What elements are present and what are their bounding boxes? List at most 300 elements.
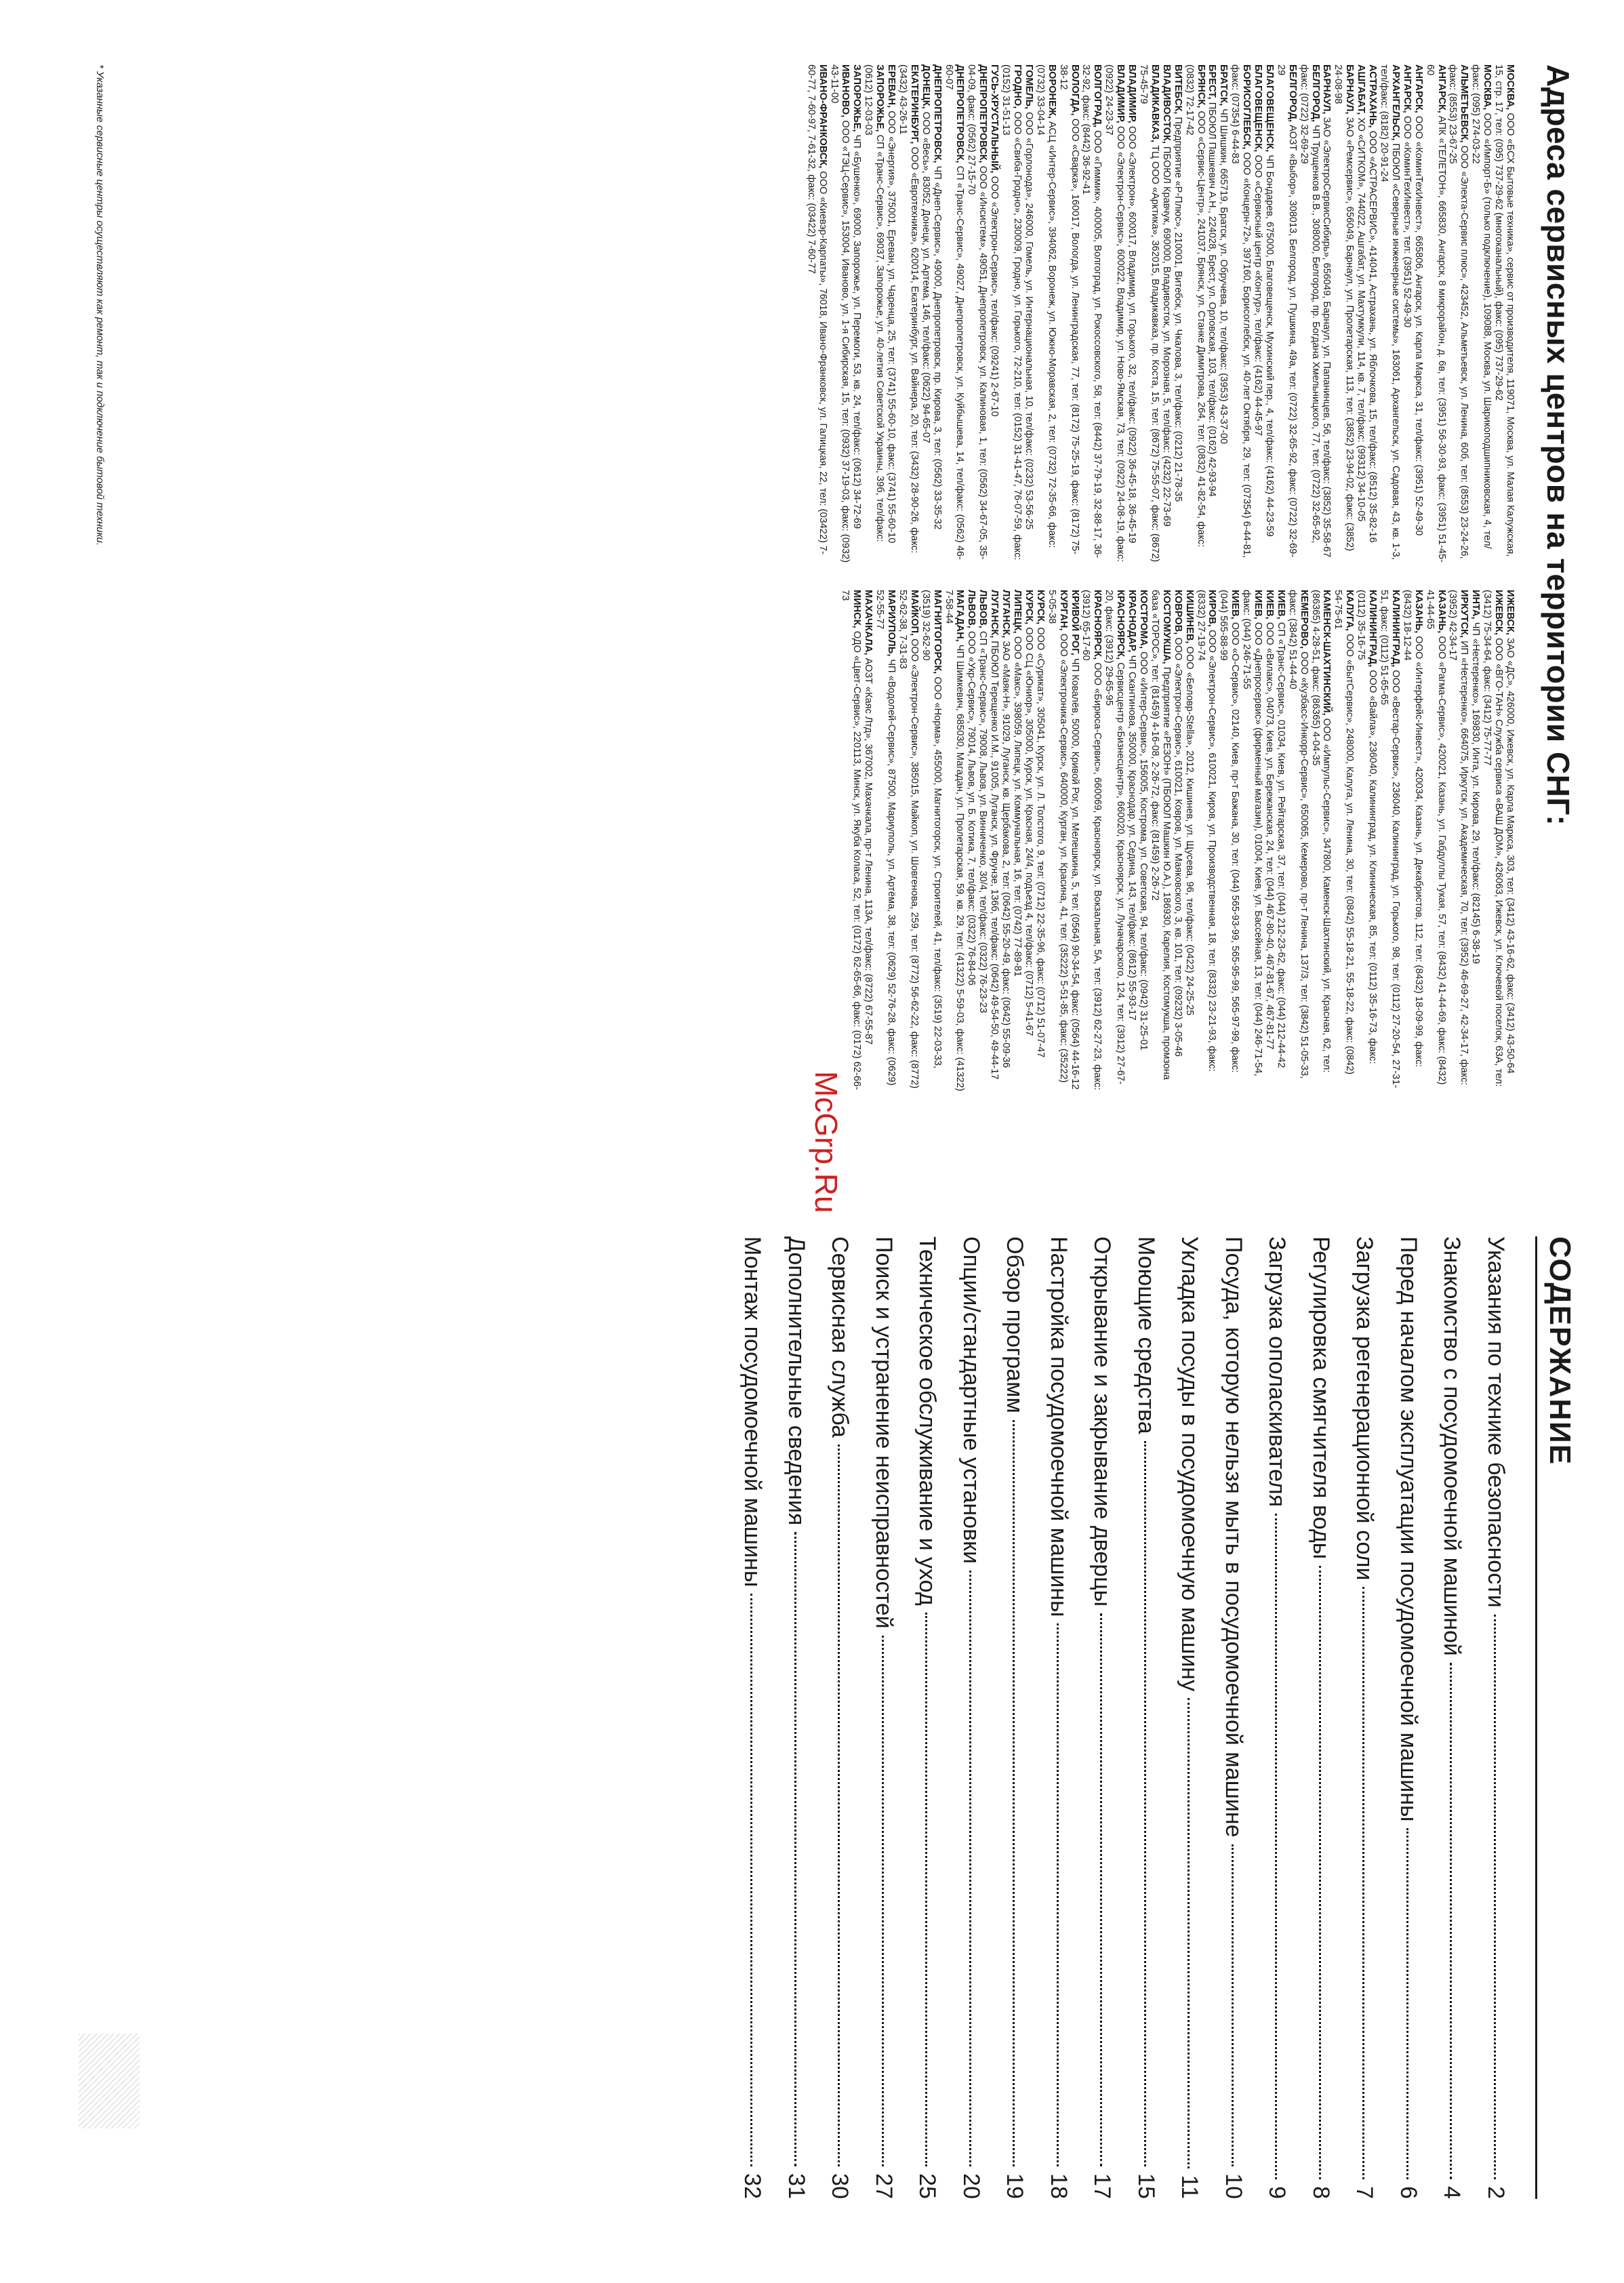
- toc-item-label: Регулировка смягчителя воды: [1308, 1236, 1334, 1560]
- address-details: ООО «Электа-Сервис плюс», 423452, Альметьевск, ул. Ленина, 60б, тел: (8553) 23-24-26, факс: (8553) 23-67-25: [1447, 64, 1470, 559]
- address-entry: [1493, 64, 1516, 566]
- address-entry: [1183, 590, 1195, 1091]
- address-details: ЧП Бондарев, 675000, Благовещенск, Мухинский пер., 4, тел/факс: (4162) 44-23-59: [1263, 155, 1275, 537]
- address-city: КИЕВ,: [1230, 590, 1241, 620]
- toc-item-label: Монтаж посудомоечной машины: [739, 1236, 766, 1588]
- toc-item-page: 6: [1396, 2186, 1421, 2199]
- address-city: КИЕВ,: [1275, 590, 1286, 620]
- address-entry: [1447, 64, 1470, 566]
- address-entry: [1366, 64, 1378, 566]
- address-city: КАЗАНЬ,: [1436, 590, 1447, 634]
- toc-item: [1072, 1236, 1116, 2199]
- address-details: ООО «ТЭЦ-Сервис», 153004, Иваново, ул. 1-я Сибирская, 15, тел: (0932) 37-19-03, факс: (0932) 43-11-00: [828, 64, 851, 563]
- address-city: ЕКАТЕРИНБУРГ,: [908, 64, 920, 144]
- toc-item-page: 4: [1439, 2186, 1465, 2199]
- address-details: Сервисцентр «Бизнесцентр», 660020, Красноярск, ул. Луначарского, 124, тел: (3912) 27-67-20, факс: (3912) 29-65-95: [1103, 590, 1126, 1085]
- address-city: КИРОВ,: [1206, 590, 1218, 627]
- address-city: ИЖЕВСК,: [1493, 590, 1505, 635]
- address-details: ООО «Киевэр-Карпаты», 76018, Ивано-Франковск, ул. Галицкая, 22, тел: (03422) 7-60-77, 7-60-97, 7-61-32, факс: (03422) 7-60-77: [805, 64, 828, 554]
- address-entry: [1172, 590, 1183, 1091]
- toc-item: [809, 1236, 853, 2199]
- toc-leader-dots: [1144, 1441, 1146, 2167]
- address-entry: [1057, 64, 1080, 566]
- address-details: АПК «ТЕЛЕТОН», 665830, Ангарск, 8 микрорайон, д. 6в, тел: (3951) 56-30-93, факс: (3951) 51-45-60: [1424, 64, 1447, 563]
- address-entry: [1023, 64, 1034, 566]
- address-details: ХО «СИТКОМ», 744022, Ашгабат, ул. Махтумкули, 114, кв. 7, тел/факс: (99312) 34-10-05: [1356, 117, 1367, 522]
- address-details: ЧП Шимкевич, 685030, Магадан, ул. Пролетарская, 59, кв. 29, тел: (41322) 5-59-03, факс: (41322) 7-58-44: [943, 590, 966, 1091]
- toc-item-page: 32: [739, 2173, 766, 2199]
- address-entry: [1481, 590, 1504, 1091]
- address-city: МАЙКОП,: [908, 590, 920, 636]
- address-details: ООО «Укр-Сервис», 79014, Львов, ул. Б. Котика, 7, тел/факс: (0322) 76-84-06: [966, 630, 977, 986]
- address-entry: [988, 590, 1000, 1091]
- address-entry: [1217, 590, 1240, 1091]
- address-entry: [1023, 590, 1034, 1091]
- address-details: ООО «Электрон-Сервис», 610021, Ковров, ул. Маяковского, 3, кв. 101, тел: (09232) 3-05-46: [1172, 637, 1183, 1057]
- address-details: СП «Транс-Сервис», 69037, Запорожье, ул. 40-летия Советской Украины, 39б, тел/факс: (0612) 12-03-03: [863, 64, 886, 542]
- address-entry: [1240, 590, 1263, 1091]
- address-details: ЗАО «ЭлектроСервисСибирь», 656049, Барнаул, ул. Папанинцев, 56, тел/факс: (3852) 35-58-67: [1321, 117, 1333, 558]
- address-entry: [1011, 590, 1023, 1091]
- address-entry: [1333, 590, 1356, 1091]
- address-entry: [1275, 590, 1286, 1091]
- address-city: ИРКУТСК,: [1459, 590, 1470, 638]
- address-details: ООО «Рагма-Сервис», 420021, Казань, ул. Габдуллы Тукая, 57, тел: (8432) 41-44-69, факс: (8432) 41-44-65: [1424, 590, 1447, 1085]
- toc-item: [941, 1236, 985, 2199]
- address-details: ЗАО «ДС», 426000, Ижевск, ул. Карла Маркса, 303, тел: (3412) 43-16-62, факс: (3412) 43-50-64: [1505, 637, 1516, 1074]
- address-city: ЗАПОРОЖЬЕ,: [874, 64, 886, 132]
- address-details: ПБОЮЛ «Северные инженерные системы», 163061, Архангельск, ул. Садовая, 43, кв. 1-3, тел/факс: (8182) 20-91-24: [1379, 64, 1401, 560]
- address-details: ООО «Концерн-72», 397160, Борисоглебск, ул. 40-лет Октября, 29, тел: (07354) 6-44-81, факс: (07354) 6-44-83: [1230, 64, 1253, 559]
- toc-item-page: 19: [1002, 2173, 1028, 2199]
- contents-heading: СОДЕРЖАНИЕ: [1535, 1236, 1577, 2199]
- address-city: ИЖЕВСК,: [1505, 590, 1516, 635]
- scan-smudge: [79, 2034, 140, 2128]
- address-entry: [1469, 64, 1493, 566]
- toc-leader-dots: [1494, 1615, 1496, 2179]
- address-city: ЛИПЕЦК,: [1012, 590, 1023, 634]
- address-city: КРАСНОЯРСК,: [1115, 590, 1126, 660]
- address-city: МАГНИТОГОРСК,: [931, 590, 943, 674]
- address-details: АОЗТ «Выбор», 308013, Белгород, ул. Пушкина, 49а, тел: (0722) 32-65-92, факс: (0722) 32-69-29: [1275, 64, 1298, 558]
- address-entry: [862, 590, 874, 1091]
- address-details: ЧП Шишкин, 665719, Братск, ул. Обручева, 10, тел/факс: (3953) 43-37-00: [1218, 108, 1230, 444]
- address-city: ДНЕПРОПЕТРОВСК,: [931, 64, 943, 163]
- toc-item: [897, 1236, 941, 2199]
- address-city: КИЕВ,: [1263, 590, 1275, 620]
- address-entry: [943, 64, 966, 566]
- address-city: БЕЛГОРОД,: [1286, 64, 1298, 123]
- address-entry: [920, 64, 931, 566]
- toc-leader-dots: [1276, 1514, 1278, 2179]
- address-details: ЧП Трущенков В.В., 308000, Белгород, пр. Богдана Хмельницкого, 77, тел: (0722) 32-65-92, факс: (0722) 32-69-29: [1298, 64, 1321, 544]
- address-entry: [1401, 590, 1424, 1091]
- address-details: ООО «Беловр-Stella», 2012, Кишинев, ул. Щусева, 96, тел/факс: (0422) 24-25-25: [1183, 646, 1195, 1016]
- address-city: АШГАБАТ,: [1356, 64, 1367, 115]
- address-entry: [1080, 64, 1103, 566]
- address-details: ООО «Электрон-Сервис», 385015, Майкоп, ул. Шовгенова, 259, тел: (8772) 56-62-22, факс: (8772) 52-62-38, 7-31-83: [897, 590, 920, 1089]
- address-details: ООО «Макс», 398059, Липецк, ул. Коммунальная, 16, тел: (0742) 77-89-81: [1012, 636, 1023, 977]
- toc-item-page: 25: [914, 2173, 941, 2199]
- toc-item-label: Указания по технике безопасности: [1483, 1236, 1509, 1608]
- toc-leader-dots: [1188, 1698, 1190, 2168]
- address-city: КАЛУГА,: [1344, 590, 1356, 631]
- address-city: КУРСК,: [1034, 590, 1046, 625]
- address-entry: [1034, 590, 1046, 1091]
- address-city: ВОЛГОГРАД,: [1092, 64, 1103, 128]
- address-entry: [874, 590, 897, 1091]
- address-details: ООО «Сурикат», 305041, Курск, ул. Л. Толстого, 9, тел: (0712) 22-35-96, факс: (0712) 51-07-47: [1034, 627, 1046, 1058]
- address-details: ПБОЮЛ Пашкевич А.Н., 224028, Брест, ул. Орловская, 103, тел/факс: (0162) 42-93-94: [1206, 102, 1218, 497]
- address-details: ООО «Интер-Сервис», 156005, Кострома, ул. Советская, 94, тел/факс: (0942) 31-25-01: [1138, 651, 1149, 1051]
- address-city: КИШИНЕВ,: [1183, 590, 1195, 644]
- addresses-column-1: [133, 64, 1516, 566]
- toc-leader-dots: [1232, 1844, 1234, 2167]
- address-details: ООО «Горлонода», 246000, Гомель, ул. Интернациональная, 10, тел/факс: (0232) 53-56-25: [1023, 112, 1034, 530]
- address-entry: [1310, 590, 1333, 1091]
- address-city: АНГАРСК,: [1436, 64, 1447, 113]
- toc-item: [1421, 1236, 1465, 2199]
- address-city: БЕЛГОРОД,: [1310, 64, 1321, 123]
- toc-item: [1116, 1236, 1160, 2199]
- address-details: ООО «Днепросервис» (фирменный магазин), 01004, Киев, ул. Бассейная, 13, тел: (044) 246-71-54, факс: (044) 246-71-55: [1241, 590, 1264, 1076]
- address-details: ООО «Весь», 83052, Донецк, ул. Артема, 146, тел/факс: (0622) 94-65-07: [920, 111, 931, 443]
- toc-item-label: Техническое обслуживание и уход: [914, 1236, 941, 1606]
- address-city: ДОНЕЦК,: [920, 64, 931, 109]
- address-entry: [1172, 64, 1183, 566]
- address-details: ЧП «Водолей-Сервис», 87500, Мариуполь, ул. Артёма, 38, тел: (0629) 52-76-28, факс: (0629) 52-55-77: [874, 590, 897, 1086]
- toc-item-page: 15: [1133, 2173, 1159, 2199]
- address-entry: [988, 64, 1000, 566]
- toc-item-label: Знакомство с посудомоечной машиной: [1439, 1236, 1465, 1656]
- address-city: КУРСК,: [1023, 590, 1034, 625]
- address-entry: [840, 590, 863, 1091]
- address-city: ИНТА,: [1470, 590, 1482, 620]
- toc-item: [1159, 1236, 1203, 2199]
- toc-item-label: Дополнительные сведения: [784, 1236, 809, 1526]
- toc-item: [766, 1236, 810, 2199]
- addresses-column-2: [133, 590, 1516, 1091]
- address-details: ООО «Сервисный центр «Контур», тел/факс: (4162) 44-45-97: [1253, 155, 1264, 437]
- address-city: МИНСК,: [851, 590, 863, 628]
- address-entry: [1298, 64, 1321, 566]
- addresses-footnote: * Указанные сервисные центры осуществляют как ремонт, так и подключение бытовой техники.: [94, 64, 106, 546]
- address-details: АОЗТ «Каяс Лтд», 367002, Махачкала, пр-т Ленина, 113А, тел/факс: (8722) 67-55-87: [863, 658, 874, 1045]
- address-city: КРАСНОДАР,: [1126, 590, 1138, 653]
- toc-item-label: Загрузка ополаскивателя: [1264, 1236, 1291, 1508]
- address-details: ООО «Интерфейс-Инвест», 420034, Казань, ул. Декабристов, 112, тел: (8432) 18-09-99, факс: (8432) 18-12-44: [1401, 590, 1424, 1068]
- address-details: Предприятие «РЕЗОН» (ПБОЮЛ Машкин Ю.А.), 186930, Карелия, Костомукша, промзона база «ТОРОС», тел: (81459) 4-16-08, 2-26-72, факс: (81459) 2-26-72: [1149, 590, 1172, 1080]
- address-city: ЛУГАНСК,: [1000, 590, 1012, 639]
- address-city: КИЕВ,: [1253, 590, 1264, 620]
- address-entry: [1103, 64, 1126, 566]
- toc-leader-dots: [926, 1613, 928, 2167]
- toc-item: [984, 1236, 1028, 2199]
- address-entry: [966, 64, 989, 566]
- address-city: ЗАПОРОЖЬЕ,: [851, 64, 863, 132]
- toc-item: [1246, 1236, 1291, 2199]
- address-entry: [1103, 590, 1126, 1091]
- address-city: ЛЬВОВ,: [966, 590, 977, 628]
- address-city: КОВРОВ,: [1172, 590, 1183, 635]
- address-entry: [828, 64, 851, 566]
- address-details: ЧП «Днеп-Сервис», 49000, Днепропетровск, пр. Кирова, 3, тел: (0562) 33-35-32: [931, 165, 943, 530]
- address-details: ООО «Кузбасс-Инкорр-Сервис», 650065, Кемерово, пр-т Ленина, 137/3, тел: (3842) 51-05-33, факс: (3842) 51-44-40: [1286, 590, 1310, 1079]
- address-entry: [1469, 590, 1481, 1091]
- toc-item-label: Поиск и устранение неисправностей: [871, 1236, 897, 1629]
- address-details: ООО «Вилакс», 04073, Киев, ул. Бережанская, 24, тел: (044) 467-80-40, 467-81-67, 467-81-77: [1263, 622, 1275, 1050]
- address-details: ООО «КоминТехИнвест», тел: (3951) 52-49-30: [1401, 115, 1413, 328]
- toc-item: [1291, 1236, 1335, 2199]
- address-details: ООО СЦ «Юниор», 305000, Курск, ул. Красная, 24/4, подъезд 4, тел/факс: (0712) 5-41-67: [1023, 627, 1034, 1036]
- address-entry: [1424, 64, 1447, 566]
- address-details: ООО «Сервис-Центр», 241037, Брянск, ул. Станке Димитрова, 264, тел: (0832) 41-82-54, факс: (0832) 72-17-42: [1183, 64, 1206, 548]
- address-city: БЛАГОВЕЩЕНСК,: [1253, 64, 1264, 153]
- address-entry: [1321, 64, 1333, 566]
- address-details: Предприятие «Р-Плюс», 210001, Витебск, ул. Чкалова, 3, тел/факс: (0212) 21-78-35: [1172, 117, 1183, 502]
- address-details: ЧП Ковалёв, 50000, Кривой Рог, ул. Мелешкина, 5, тел: (0564) 90-34-54, факс: (0564) 44-16-12: [1069, 658, 1080, 1090]
- address-details: ООО «Евротехника», 620014, Екатеринбург, ул. Вайнера, 20, тел: (3432) 28-90-26, факс: (3432) 43-26-11: [897, 64, 920, 554]
- address-entry: [1447, 590, 1470, 1091]
- address-entry: [1333, 64, 1356, 566]
- address-entry: [931, 64, 943, 566]
- address-details: ЧП Скантинова, 350000, Краснодар, ул. Седина, 143, тел/факс: (8612) 55-93-17: [1126, 655, 1138, 1021]
- address-city: ЛЬВОВ,: [977, 590, 989, 628]
- address-details: ООО «Бирюса-Сервис», 660069, Красноярск, ул. Вокзальная, 5А, тел: (3912) 62-27-23, факс: (3912) 65-17-60: [1080, 590, 1103, 1091]
- address-entry: [1195, 590, 1218, 1091]
- address-city: БРЯНСК,: [1195, 64, 1206, 108]
- address-entry: [1137, 64, 1160, 566]
- toc-item-label: Посуда, которую нельзя мыть в посудомоечной машине: [1221, 1236, 1246, 1838]
- address-city: МАХАЧКАЛА,: [863, 590, 874, 655]
- address-city: ВЛАДИМИР,: [1115, 64, 1126, 123]
- address-entry: [851, 64, 862, 566]
- address-city: ЛУГАНСК,: [989, 590, 1000, 639]
- address-city: КОСТОМУКША,: [1160, 590, 1172, 664]
- address-city: КАЗАНЬ,: [1413, 590, 1424, 634]
- address-entry: [1217, 64, 1229, 566]
- address-details: ООО «Норма», 455000, Магнитогорск, ул. Строителей, 41, тел/факс: (3519) 22-03-33, (3519) 32-62-90: [920, 590, 943, 1069]
- toc-item-label: Укладка посуды в посудомоечную машину: [1177, 1236, 1203, 1692]
- toc-leader-dots: [1101, 1613, 1103, 2166]
- address-entry: [1137, 590, 1149, 1091]
- address-city: ВЛАДИКАВКАЗ,: [1149, 64, 1160, 143]
- toc-leader-dots: [882, 1636, 884, 2167]
- address-entry: [1355, 64, 1366, 566]
- address-details: ООО «Импорт-Б» (только подключение), 109088, Москва, ул. Шарикоподшипниковская, 4, тел/факс: (095) 274-03-22: [1470, 64, 1493, 549]
- address-details: ООО «Сварка», 160017, Вологда, ул. Ленинградская, 77, тел: (8172) 75-25-19, факс: (8172) 75-38-12: [1057, 64, 1080, 554]
- toc-item-page: 8: [1308, 2186, 1334, 2199]
- toc-leader-dots: [751, 1594, 753, 2166]
- address-city: КРАСНОЯРСК,: [1092, 590, 1103, 660]
- toc-item: [1203, 1236, 1247, 2199]
- address-details: ООО «Энергия», 375001, Ереван, ул. Чаренца, 25, тел: (3741) 55-60-10, факс: (3741) 55-60-10: [886, 110, 897, 544]
- address-entry: [1252, 64, 1263, 566]
- address-city: ГОМЕЛЬ,: [1023, 64, 1034, 110]
- toc-item-label: Открывание и закрывание дверцы: [1089, 1236, 1116, 1607]
- address-entry: [1263, 590, 1275, 1091]
- addresses-title: Адреса сервисных центров на территории СНГ:: [1541, 64, 1576, 826]
- contents-list: [722, 1236, 1509, 2199]
- address-entry: [1000, 64, 1023, 566]
- address-city: БАРНАУЛ,: [1344, 64, 1356, 115]
- address-city: ДНЕПРОПЕТРОВСК,: [954, 64, 966, 163]
- address-details: ЗАО «Ремсервис», 656049, Барнаул, ул. Пролетарская, 113, тел: (3852) 23-94-02, факс: (3852) 24-08-98: [1333, 64, 1356, 552]
- address-entry: [1149, 590, 1172, 1091]
- toc-item: [1028, 1236, 1072, 2199]
- toc-leader-dots: [1057, 1623, 1059, 2166]
- address-details: ООО «Импульс-Сервис», 347800, Каменск-Шахтинский, ул. Красная, 62, тел: (86365) 4-28-51, факс: (86365) 4-04-35: [1310, 590, 1333, 1073]
- address-city: МОСКВА,: [1482, 64, 1493, 110]
- toc-leader-dots: [794, 1532, 796, 2166]
- toc-item-page: 17: [1089, 2173, 1116, 2199]
- address-entry: [1229, 64, 1252, 566]
- address-city: БЛАГОВЕЩЕНСК,: [1263, 64, 1275, 153]
- address-city: ВОРОНЕЖ,: [1046, 64, 1057, 119]
- address-entry: [1504, 590, 1516, 1091]
- address-entry: [1263, 64, 1275, 566]
- toc-item-label: Сервисная служба: [827, 1236, 853, 1438]
- toc-leader-dots: [1013, 1420, 1015, 2166]
- address-city: МАРИУПОЛЬ,: [886, 590, 897, 657]
- address-entry: [1378, 590, 1401, 1091]
- address-city: ВЛАДИВОСТОК,: [1160, 64, 1172, 144]
- toc-item-label: Опции/стандартные установки: [958, 1236, 984, 1564]
- toc-item-page: 7: [1352, 2186, 1378, 2199]
- toc-item-label: Моющие средства: [1133, 1236, 1159, 1434]
- address-city: ВОЛОГДА,: [1069, 64, 1080, 116]
- address-city: АНГАРСК,: [1401, 64, 1413, 113]
- toc-item-page: 31: [784, 2173, 809, 2199]
- toc-item-page: 9: [1264, 2186, 1291, 2199]
- address-city: КЕМЕРОВО,: [1298, 590, 1310, 649]
- address-city: БРЕСТ,: [1206, 64, 1218, 100]
- toc-item: [1334, 1236, 1378, 2199]
- address-city: ГРОДНО,: [1012, 64, 1023, 109]
- address-entry: [897, 590, 920, 1091]
- address-city: БАРНАУЛ,: [1321, 64, 1333, 115]
- address-entry: [1046, 590, 1069, 1091]
- toc-item-page: 10: [1221, 2173, 1246, 2199]
- address-entry: [1286, 590, 1310, 1091]
- address-details: ООО «БытСервис», 248000, Калуга, ул. Ленина, 30, тел: (0842) 55-18-21, 55-18-22, факс: (0842) 54-75-61: [1333, 590, 1356, 1075]
- toc-item-label: Перед началом эксплуатации посудомоечной машины: [1396, 1236, 1421, 1822]
- contents-section: [0, 1142, 1624, 2283]
- address-city: ВЛАДИМИР,: [1126, 64, 1138, 123]
- address-city: КАМЕНСК-ШАХТИНСКИЙ,: [1321, 590, 1333, 716]
- address-details: ООО «Электрон-Сервис», 610021, Киров, ул. Производственная, 18, тел: (8332) 23-21-93, факс: (8332) 27-19-74: [1195, 590, 1218, 1072]
- address-entry: [920, 590, 943, 1091]
- toc-item-page: 11: [1177, 2175, 1203, 2199]
- address-city: БРАТСК,: [1218, 64, 1230, 106]
- address-entry: [1000, 590, 1011, 1091]
- address-details: ООО «ВГО-ТАН» Служба сервиса «ВАШ ДОМ», 426063, Ижевск, ул. Ключевой поселок, 63А, тел: (3412) 75-34-64, факс: (3412) 75-77-77: [1482, 590, 1505, 1087]
- address-details: ПБОЮЛ Кравчук, 690000, Владивосток, ул. Морозная, 5, тел/факс: (4232) 22-73-69: [1160, 146, 1172, 527]
- address-details: ООО «БСХ Бытовые техника», сервис от производителя, 119071, Москва, ул. Малая Калужская, 15, стр. 17, тел: (095) 737-29-62 (многоканальный), факс: (095) 737-29-62: [1493, 64, 1516, 557]
- address-city: КАЛИНИНГРАД,: [1367, 590, 1379, 668]
- address-city: ГУСЬ-ХРУСТАЛЬНЫЙ,: [989, 64, 1000, 174]
- address-details: ООО «Электроника-Сервис», 640000, Курган, ул. Красина, 41, тел: (35222) 5-51-85, факс: (35222) 5-05-38: [1046, 590, 1069, 1083]
- address-details: ЧП «Бушенко», 69000, Запорожье, ул. Перемоги, 53, кв. 24, тел/факс: (0612) 34-72-69: [851, 134, 863, 529]
- address-entry: [1378, 64, 1401, 566]
- address-entry: [1126, 64, 1137, 566]
- address-entry: [885, 64, 897, 566]
- toc-leader-dots: [1363, 1587, 1365, 2179]
- toc-item-page: 2: [1483, 2186, 1509, 2199]
- address-city: КОСТРОМА,: [1138, 590, 1149, 649]
- address-city: БОРИСОГЛЕБСК,: [1241, 64, 1253, 150]
- address-details: СП «Транс-Сервис», 49027, Днепропетровск, ул. Куйбышева, 14, тел/факс: (0562) 46-60-07: [943, 64, 966, 560]
- toc-item: [853, 1236, 897, 2199]
- address-entry: [897, 64, 920, 566]
- address-city: АСТРАХАНЬ,: [1367, 64, 1379, 128]
- address-entry: [966, 590, 977, 1091]
- address-details: ООО «О-Сервис», 02140, Киев, пр-т Бажана, 30, тел: (044) 565-93-99, 565-95-99, 565-97-99, факс: (044) 565-88-99: [1218, 590, 1241, 1073]
- watermark: McGrp.Ru: [809, 1071, 844, 1213]
- address-details: ЧП «Нестеренко», 169830, Инта, ул. Кирова, 29, тел/факс: (82145) 6-38-19: [1470, 622, 1482, 965]
- address-entry: [1424, 590, 1447, 1091]
- toc-leader-dots: [1450, 1663, 1453, 2179]
- address-city: МАГАДАН,: [954, 590, 966, 642]
- address-details: ООО «КоминТехИнвест», 665806, Ангарск, ул. Карла Маркса, 31, тел/факс: (3951) 52-49-30: [1413, 115, 1424, 536]
- address-entry: [862, 64, 885, 566]
- address-entry: [1034, 64, 1057, 566]
- address-city: АЛЬМЕТЬЕВСК,: [1459, 64, 1470, 143]
- toc-item-page: 20: [958, 2173, 984, 2199]
- toc-item-label: Загрузка регенерационной соли: [1352, 1236, 1378, 1581]
- address-details: ООО «Вестар-Сервис», 236040, Калининград, ул. Горького, 98, тел: (0112) 27-20-54, 27-31-51, факс: (0112) 51-65-65: [1379, 590, 1401, 1089]
- address-entry: [1355, 590, 1378, 1091]
- address-entry: [1275, 64, 1298, 566]
- address-entry: [805, 64, 828, 566]
- address-city: КУРГАН,: [1057, 590, 1069, 631]
- address-details: АСЦ «Интер-Сервис», 394062, Воронеж, ул. Южно-Моравская, 2, тел: (0732) 72-35-66, факс: (0732) 33-04-14: [1034, 64, 1057, 548]
- address-entry: [943, 590, 966, 1091]
- address-city: АНГАРСК,: [1413, 64, 1424, 113]
- address-details: ООО «Свиба-Гродно», 230009, Гродно, ул. Горького, 72-210, тел: (0152) 31-41-47, 76-07-59, факс: (0152) 31-51-13: [1000, 64, 1023, 561]
- address-details: СП «Транс-Сервис», 01034, Киев, ул. Рейтарская, 37, тел: (044) 212-23-62, факс: (044) 212-44-42: [1275, 622, 1286, 1068]
- toc-item: [722, 1236, 766, 2199]
- address-city: ДНЕПРОПЕТРОВСК,: [977, 64, 989, 163]
- address-city: ВИТЕБСК,: [1172, 64, 1183, 115]
- address-details: ООО «Гиммик», 400005, Волгоград, ул. Рокоссовского, 58, тел: (8442) 37-79-19, 32-88-17, 36-32-92, факс: (8442) 36-92-41: [1080, 64, 1103, 559]
- toc-item: [1465, 1236, 1509, 2199]
- address-entry: [1080, 590, 1103, 1091]
- toc-item-label: Обзор программ: [1002, 1236, 1028, 1413]
- address-entry: [1183, 64, 1206, 566]
- toc-leader-dots: [1406, 1828, 1408, 2179]
- address-entry: [1413, 64, 1424, 566]
- address-entry: [1206, 64, 1218, 566]
- address-city: ЕРЕВАН,: [886, 64, 897, 108]
- address-entry: [977, 590, 988, 1091]
- address-city: ИВАНО-ФРАНКОВСК,: [817, 64, 828, 169]
- address-city: КРИВОЙ РОГ,: [1069, 590, 1080, 655]
- toc-leader-dots: [969, 1571, 971, 2166]
- address-details: ООО «Электрон-Сервис», 600022, Владимир, ул. Ново-Ямская, 73, тел: (0922) 24-08-19, факс: (0922) 24-23-37: [1103, 64, 1126, 563]
- address-details: ТЦ ООО «Арктика», 362015, Владикавказ, пр. Коста, 15, тел: (8672) 75-55-07, факс: (8672) 75-45-79: [1138, 64, 1160, 563]
- toc-item: [1378, 1236, 1422, 2199]
- address-details: ПБОЮЛ Терещенко И.М., 91005, Луганск, ул. Фрунзе, 136б, тел/факс: (0642) 49-54-50, 49-44-17: [989, 641, 1000, 1080]
- address-details: ЗАО «Маяк-Н», 91029, Луганск, кв. Щербакова, 2, тел: (0642) 55-20-49, факс: (0642) 55-09-36: [1000, 641, 1012, 1068]
- address-details: ООО «Электрон-Сервис», тел/факс: (09241) 2-67-10: [989, 176, 1000, 417]
- address-entry: [1126, 590, 1137, 1091]
- toc-leader-dots: [1319, 1566, 1321, 2179]
- address-details: ИП «Нестеренко», 664075, Иркутск, ул. Академическая, 70, тел: (3952) 46-69-27, 42-34-17, факс: (3952) 42-34-17: [1447, 590, 1470, 1085]
- address-details: ООО «Электрон», 600017, Владимир, ул. Горького, 32, тел/факс: (0922) 36-45-18, 36-45-19: [1126, 125, 1138, 544]
- toc-item-label: Настройка посудомоечной машины: [1046, 1236, 1072, 1617]
- address-city: КАЛИНИНГРАД,: [1389, 590, 1401, 668]
